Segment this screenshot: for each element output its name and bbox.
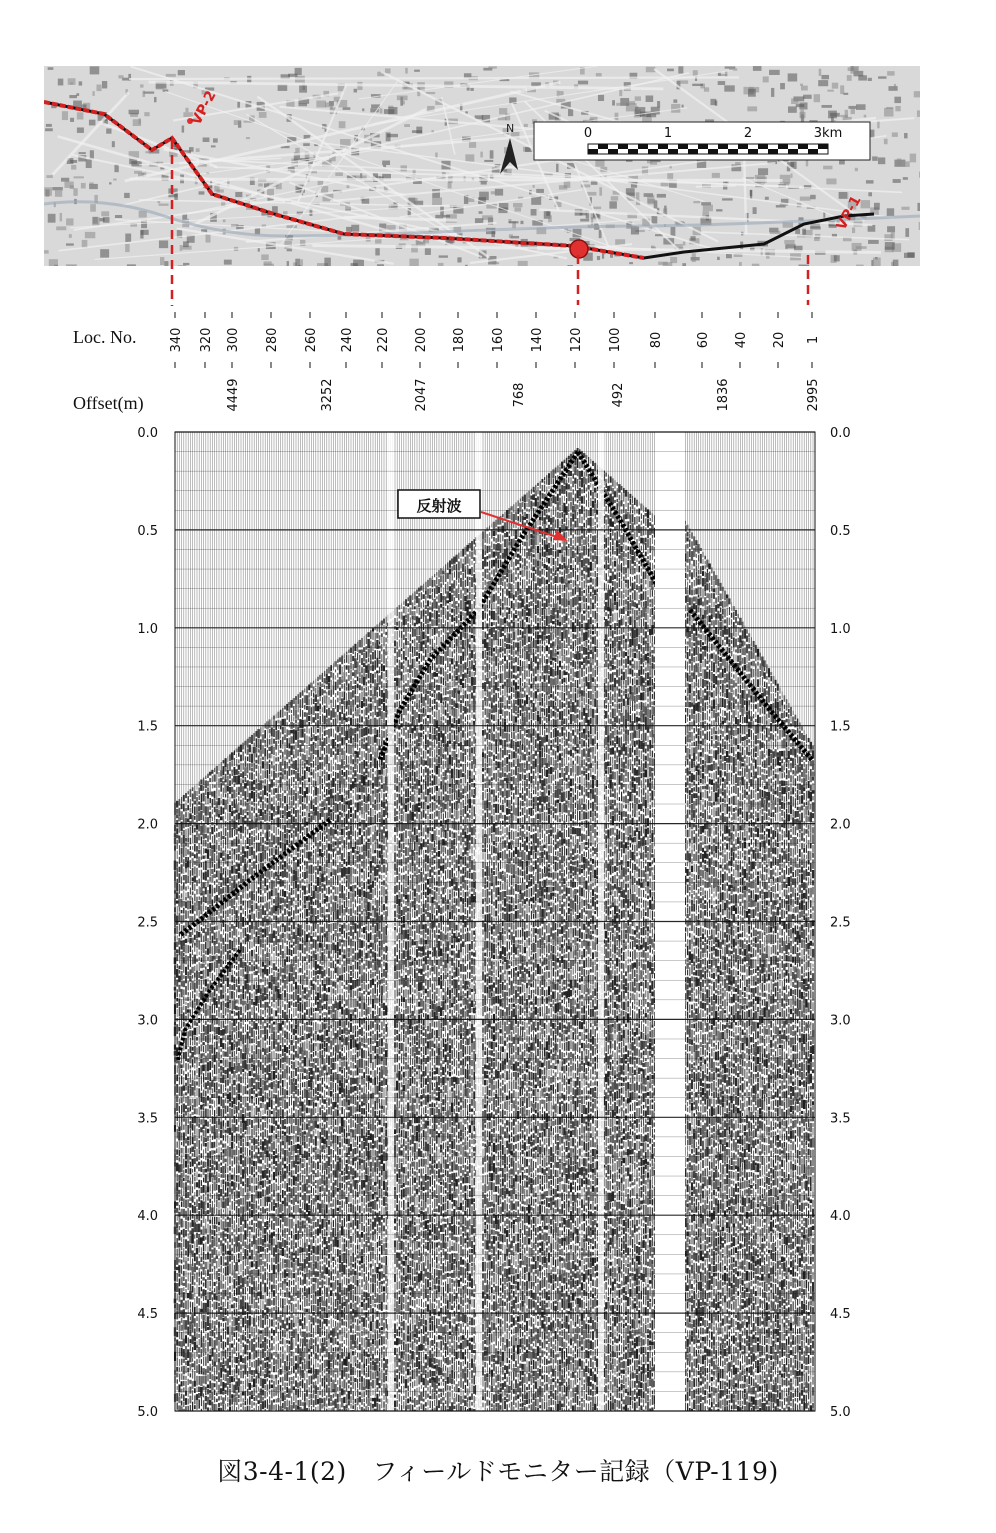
offset-label: 3252 xyxy=(320,378,335,411)
time-tick-right: 3.5 xyxy=(830,1111,851,1126)
loc-number-label: 320 xyxy=(199,328,214,353)
svg-text:N: N xyxy=(506,122,514,135)
loc-number-axis xyxy=(169,312,821,368)
time-tick-right: 1.0 xyxy=(830,622,851,637)
time-tick-left: 2.5 xyxy=(137,916,158,931)
offset-label: 492 xyxy=(611,383,626,408)
time-axis-left xyxy=(137,426,158,1420)
time-tick-left: 1.5 xyxy=(137,720,158,735)
loc-number-label: 100 xyxy=(608,328,623,353)
time-tick-left: 0.0 xyxy=(137,426,158,441)
svg-text:VP-2: VP-2 xyxy=(188,88,219,128)
time-tick-left: 4.5 xyxy=(137,1307,158,1322)
offset-label: Offset(m) xyxy=(73,393,144,414)
time-tick-left: 2.0 xyxy=(137,818,158,833)
loc-number-label: 80 xyxy=(649,332,664,349)
loc-number-label: 20 xyxy=(772,332,787,349)
time-tick-right: 2.5 xyxy=(830,916,851,931)
time-tick-right: 2.0 xyxy=(830,818,851,833)
time-tick-right: 3.0 xyxy=(830,1013,851,1028)
time-tick-right: 0.0 xyxy=(830,426,851,441)
loc-number-label: 120 xyxy=(569,328,584,353)
time-tick-left: 0.5 xyxy=(137,524,158,539)
loc-number-label: 240 xyxy=(340,328,355,353)
svg-text:2: 2 xyxy=(744,126,752,141)
loc-number-label: 140 xyxy=(530,328,545,353)
svg-text:VP-1: VP-1 xyxy=(833,193,864,233)
offset-label: 768 xyxy=(512,383,527,408)
time-tick-left: 4.0 xyxy=(137,1209,158,1224)
time-tick-left: 3.5 xyxy=(137,1111,158,1126)
offset-axis xyxy=(226,378,821,411)
offset-label: 4449 xyxy=(226,378,241,411)
loc-number-label: 340 xyxy=(169,328,184,353)
offset-label: 2995 xyxy=(806,378,821,411)
loc-number-label: 200 xyxy=(414,328,429,353)
time-tick-right: 1.5 xyxy=(830,720,851,735)
time-tick-right: 4.5 xyxy=(830,1307,851,1322)
loc-number-label: 180 xyxy=(452,328,467,353)
loc-number-label: 280 xyxy=(265,328,280,353)
figure-caption: 図3-4-1(2) フィールドモニター記録（VP-119) xyxy=(0,1452,996,1488)
time-axis-right xyxy=(830,426,851,1420)
loc-number-label: 1 xyxy=(806,336,821,344)
vp-guide-lines xyxy=(172,140,808,306)
time-tick-left: 1.0 xyxy=(137,622,158,637)
loc-number-label: 260 xyxy=(304,328,319,353)
svg-text:3km: 3km xyxy=(814,126,842,141)
offset-label: 2047 xyxy=(414,378,429,411)
svg-text:1: 1 xyxy=(664,126,672,141)
reflection-label: 反射波 xyxy=(416,497,461,515)
time-tick-right: 5.0 xyxy=(830,1405,851,1420)
time-tick-right: 4.0 xyxy=(830,1209,851,1224)
loc-number-label: 60 xyxy=(696,332,711,349)
loc-number-label: 300 xyxy=(226,328,241,353)
loc-number-label: 220 xyxy=(376,328,391,353)
loc-number-label: 160 xyxy=(491,328,506,353)
loc-number-label: 40 xyxy=(734,332,749,349)
time-tick-right: 0.5 xyxy=(830,524,851,539)
loc-no-label: Loc. No. xyxy=(73,327,136,348)
offset-label: 1836 xyxy=(716,378,731,411)
time-tick-left: 5.0 xyxy=(137,1405,158,1420)
time-tick-left: 3.0 xyxy=(137,1013,158,1028)
svg-text:0: 0 xyxy=(584,126,592,141)
